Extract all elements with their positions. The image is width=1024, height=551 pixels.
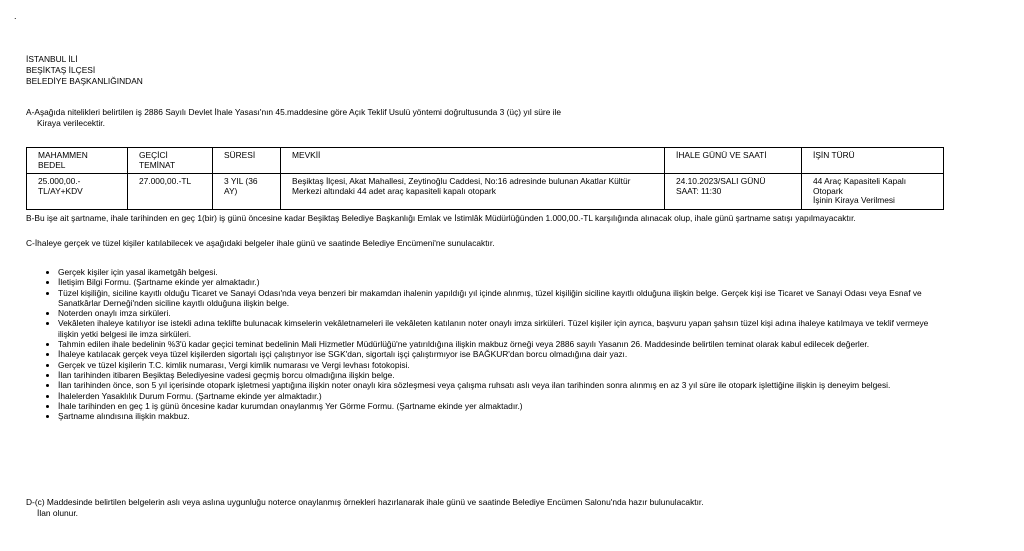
list-item: • Tahmin edilen ihale bedelinin %3'ü kadar geçici teminat bedelinin Mali Hizmetler Müdürlüğü'ne yatırıldığına ilişkin makbuz örneği veya 2886 sayılı Yasanın 26. Maddesinde belirtilen teminat olarak kabul edilecek değerler.: [58, 339, 948, 349]
section-d-line2: İlan olunur.: [37, 507, 78, 518]
header-district: BEŞİKTAŞ İLÇESİ: [26, 65, 96, 75]
cell-bedel: 25.000,00.-TL/AY+KDV: [27, 174, 128, 210]
header-cell-bedel: MAHAMMEN BEDEL: [27, 148, 128, 174]
header-municipality: BELEDİYE BAŞKANLIĞINDAN: [26, 76, 143, 86]
table-row: [27, 174, 944, 210]
cell-mevki: Beşiktaş İlçesi, Akat Mahallesi, Zeytinoğlu Caddesi, No:16 adresinde bulunan Akatlar Kültür Merkezi altındaki 44 adet araç kapasiteli kapalı otopark: [281, 174, 665, 210]
header-cell-mevki: MEVKİİ: [281, 148, 665, 174]
issuer-header: [26, 54, 143, 87]
list-item: • Gerçek kişiler için yasal ikametgâh belgesi.: [58, 267, 948, 277]
header-province: İSTANBUL İLİ: [26, 54, 78, 64]
list-item: • İhale tarihinden en geç 1 iş günü öncesine kadar kurumdan onaylanmış Yer Görme Formu. (Şartname ekinde yer almaktadır.): [58, 401, 948, 411]
list-item: • Tüzel kişiliğin, siciline kayıtlı olduğu Ticaret ve Sanayi Odası'nda veya benzeri bir makamdan ihalenin yapıldığı yıl içinde alınmış, tüzel kişiliğin siciline kayıtlı olduğuna ilişkin belge. Gerçek kişi ise Ticaret ve Sanayi Odası veya Esnaf ve Sanatkârlar Derneği'nden siciline kayıtlı olduğuna ilişkin belge.: [58, 288, 948, 309]
list-item: • Gerçek ve tüzel kişilerin T.C. kimlik numarası, Vergi kimlik numarası ve Vergi levhası fotokopisi.: [58, 360, 948, 370]
section-a-line1: A-Aşağıda nitelikleri belirtilen iş 2886 Sayılı Devlet İhale Yasası'nın 45.maddesine göre Açık Teklif Usulü yöntemi doğrultusunda 3 (üç) yıl süre ile: [26, 107, 562, 117]
list-item: • Vekâleten ihaleye katılıyor ise istekli adına teklifte bulunacak kimselerin vekâletnameleri ile vekâleten katılanın noter onaylı imza sirküleri. Tüzel kişiler için ayrıca, başvuru yapan şahsın tüzel kişi adına ihaleye katılmaya ve teklif vermeye ilişkin yetki belgesi ile imza sirküleri.: [58, 318, 948, 339]
cell-ihale: [665, 174, 802, 210]
cell-teminat: 27.000,00.-TL: [128, 174, 213, 210]
section-b: B-Bu işe ait şartname, ihale tarihinden en geç 1(bir) iş günü öncesine kadar Beşiktaş Belediye Başkanlığı Emlak ve İstimlâk Müdürlüğünden 1.000,00.-TL karşılığında alınacak olup, ihale günü şartname satışı yapılmayacaktır.: [26, 213, 856, 223]
section-c: C-İhaleye gerçek ve tüzel kişiler katılabilecek ve aşağıdaki belgeler ihale günü ve saatinde Belediye Encümeni'ne sunulacaktır.: [26, 238, 495, 248]
section-a: [26, 107, 956, 128]
header-cell-ihale: İHALE GÜNÜ VE SAATİ: [665, 148, 802, 174]
section-a-line2: Kiraya verilecektir.: [37, 117, 105, 128]
header-cell-sure: SÜRESİ: [213, 148, 281, 174]
list-item: • İhalelerden Yasaklılık Durum Formu. (Şartname ekinde yer almaktadır.): [58, 391, 948, 401]
list-item: • İhaleye katılacak gerçek veya tüzel kişilerden sigortalı işçi çalıştırıyor ise SGK'dan, sigortalı işçi çalıştırmıyor ise BAĞKUR'dan borcu olmadığına dair yazı.: [58, 349, 948, 359]
list-item: • İletişim Bilgi Formu. (Şartname ekinde yer almaktadır.): [58, 277, 948, 287]
cell-tur-line2: İşinin Kiraya Verilmesi: [813, 195, 895, 206]
cell-ihale-date: 24.10.2023/SALI GÜNÜ: [676, 176, 766, 187]
list-item: • İlan tarihinden itibaren Beşiktaş Belediyesine vadesi geçmiş borcu olmadığına ilişkin belge.: [58, 370, 948, 380]
header-cell-teminat: GEÇİCİ TEMİNAT: [128, 148, 213, 174]
section-d: [26, 497, 956, 518]
section-d-line1: D-(c) Maddesinde belirtilen belgelerin aslı veya aslına uygunluğu noterce onaylanmış örnekleri hazırlanarak ihale günü ve saatinde Belediye Encümen Salonu'nda hazır bulunulacaktır.: [26, 497, 704, 507]
list-item: • Şartname alındısına ilişkin makbuz.: [58, 411, 948, 421]
tender-table-header-row: [27, 148, 944, 174]
cell-tur-line1: 44 Araç Kapasiteli Kapalı Otopark: [813, 176, 907, 196]
cell-tur: [802, 174, 944, 210]
list-item: • İlan tarihinden önce, son 5 yıl içerisinde otopark işletmesi yaptığına ilişkin noter onaylı kira sözleşmesi veya çalışma ruhsatı aslı veya ilan tarihinden sonra alınmış en az 3 yıl süre ile otopark işlettiğine ilişkin iş deneyim belgesi.: [58, 380, 948, 390]
list-item: • Noterden onaylı imza sirküleri.: [58, 308, 948, 318]
corner-mark: .: [14, 11, 17, 21]
tender-table: [26, 147, 944, 210]
cell-ihale-time: SAAT: 11:30: [676, 185, 722, 196]
cell-sure: 3 YIL (36 AY): [213, 174, 281, 210]
required-documents-list: [46, 267, 948, 421]
header-cell-tur: İŞİN TÜRÜ: [802, 148, 944, 174]
